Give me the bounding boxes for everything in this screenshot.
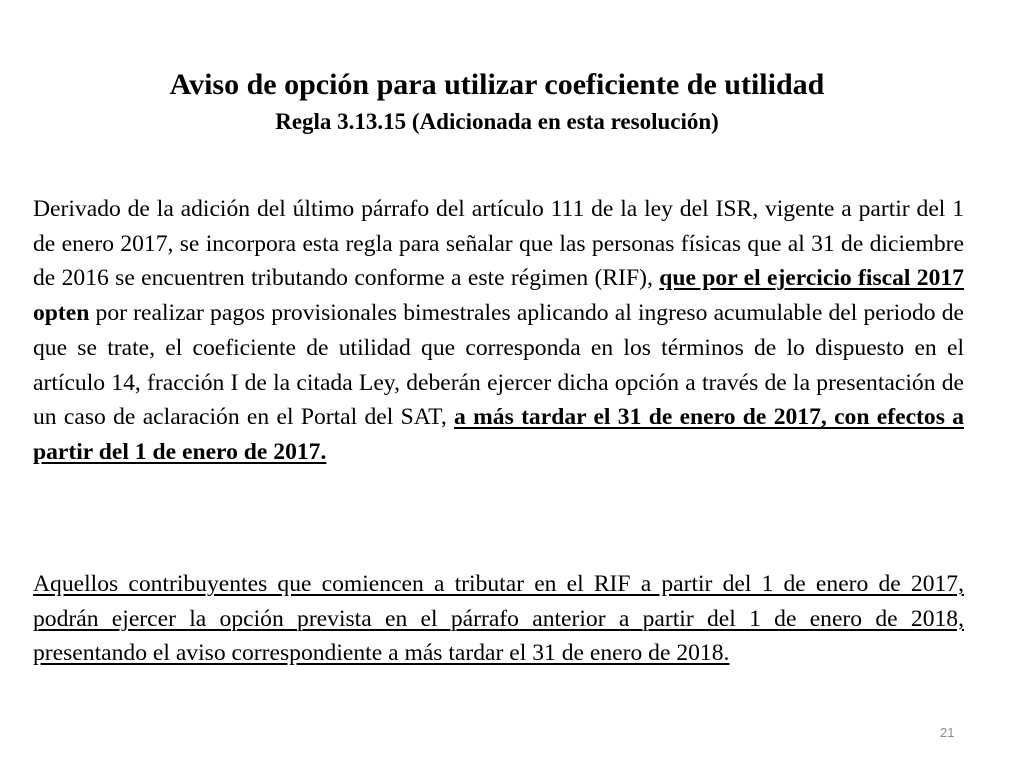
emphasis-opten: opten xyxy=(33,300,90,327)
paragraph-middle-text: por realizar pagos provisionales bimestrales aplicando al ingreso acumulable del periodo de que se trate, el coeficiente de utilidad que corresponda en los términos de lo dispuesto en el artículo 14, fracción I de la citada Ley, deberán ejercer dicha opción a través de la presentación de un caso de aclaración en el Portal del SAT, xyxy=(33,300,964,431)
page-number: 21 xyxy=(940,725,955,740)
paragraph-option-notice xyxy=(33,192,964,470)
paragraph-new-taxpayers: Aquellos contribuyentes que comiencen a tributar en el RIF a partir del 1 de enero de 2017, podrán ejercer la opción prevista en el párrafo anterior a partir del 1 de enero de 2018, presentando el aviso correspondiente a más tardar el 31 de enero de 2018. xyxy=(33,571,964,667)
emphasis-fiscal-year: que por el ejercicio fiscal 2017 xyxy=(659,265,964,292)
emphasis-deadline: a más tardar el 31 de enero de 2017, con efectos a partir del 1 de enero de 2017. xyxy=(33,404,964,465)
slide-title: Aviso de opción para utilizar coeficiente de utilidad xyxy=(169,68,825,101)
slide-subtitle: Regla 3.13.15 (Adicionada en esta resolución) xyxy=(275,109,719,134)
paragraph-intro-text: Derivado de la adición del último párrafo del artículo 111 de la ley del ISR, vigente a partir del 1 de enero 2017, se incorpora esta regla para señalar que las personas físicas que al 31 de diciembre de 2016 se encuentren tributando conforme a este régimen (RIF), xyxy=(33,196,964,292)
